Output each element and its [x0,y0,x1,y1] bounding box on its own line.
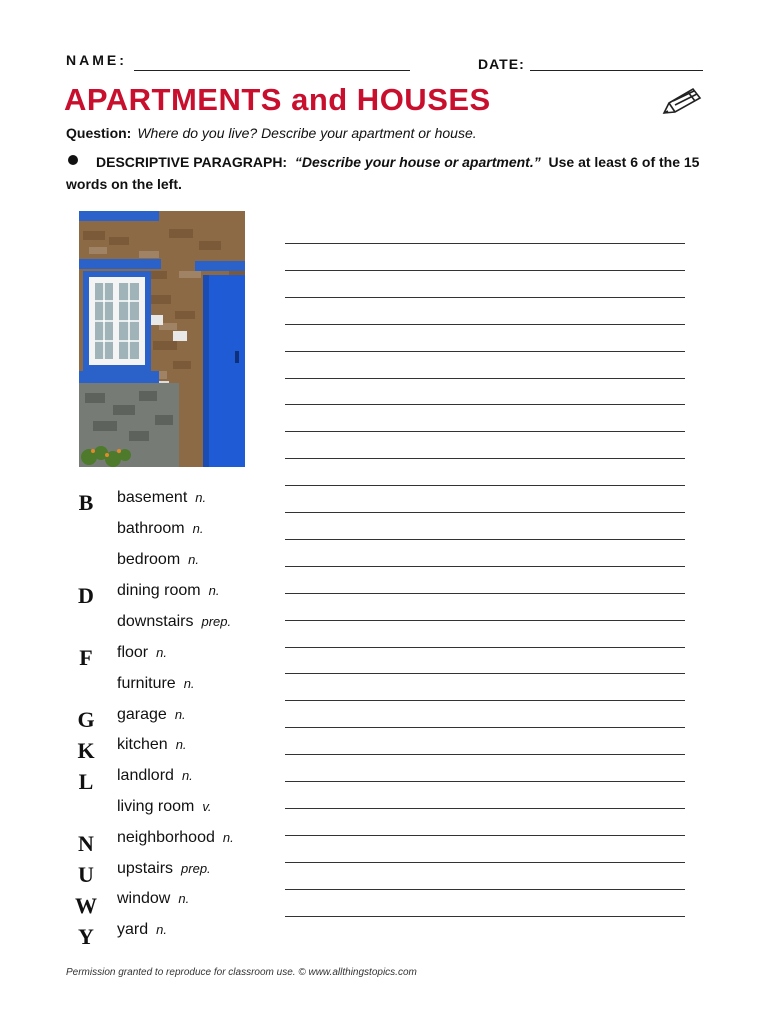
vocab-item [117,798,212,816]
writing-line[interactable] [285,835,685,836]
house-photo [79,211,245,467]
writing-line[interactable] [285,593,685,594]
vocab-pos: n. [174,707,186,722]
vocab-word: bedroom [117,551,181,568]
writing-line[interactable] [285,673,685,674]
letter-heading: W [75,893,97,918]
vocab-item [117,860,211,878]
writing-line[interactable] [285,916,685,917]
vocab-word: kitchen [117,736,168,753]
vocab-item [117,613,231,631]
writing-line[interactable] [285,404,685,405]
vocab-pos: n. [183,676,195,691]
vocab-item [117,706,186,724]
vocab-pos: v. [202,799,212,814]
vocab-pos: prep. [201,614,232,629]
writing-line[interactable] [285,862,685,863]
vocab-pos: n. [156,922,167,937]
date-label: DATE: [478,56,525,72]
vocab-item [117,890,189,908]
writing-line[interactable] [285,431,685,432]
vocab-pos: n. [195,490,207,505]
writing-line[interactable] [285,889,685,890]
vocab-pos: n. [178,891,190,906]
date-field[interactable] [530,70,703,71]
writing-line[interactable] [285,647,685,648]
vocab-word: floor [117,644,149,661]
vocab-pos: prep. [181,861,211,876]
vocab-item [117,767,193,785]
vocab-item [117,829,234,847]
vocab-item [117,736,187,754]
writing-line[interactable] [285,485,685,486]
writing-line[interactable] [285,378,685,379]
vocab-word: window [117,890,171,907]
name-label: NAME: [66,52,127,68]
question-label: Question: [66,125,132,141]
instruction [66,151,706,195]
letter-heading: L [78,769,94,794]
footer-permission: Permission granted to reproduce for classroom use. © www.allthingstopics.com [66,967,417,978]
name-field[interactable] [134,70,410,71]
vocab-pos: n. [181,768,193,783]
vocab-word: downstairs [117,613,194,630]
letter-heading: Y [78,924,94,949]
vocab-item [117,489,206,507]
vocab-pos: n. [192,521,204,536]
instruction-rest: Use at least 6 of the 15 words on the left. [66,154,700,192]
letter-heading: F [79,645,93,670]
writing-line[interactable] [285,620,685,621]
writing-line[interactable] [285,512,685,513]
vocab-word: landlord [117,767,174,784]
vocab-word: bathroom [117,520,185,537]
instruction-label: DESCRIPTIVE PARAGRAPH: [96,154,288,170]
page-title: APARTMENTS and HOUSES [64,82,491,117]
writing-line[interactable] [285,566,685,567]
vocab-pos: n. [222,830,234,845]
question [66,125,477,141]
vocab-word: upstairs [117,860,174,877]
letter-heading: D [78,583,94,608]
vocab-word: yard [117,921,149,938]
vocab-item [117,675,195,693]
vocab-item [117,551,199,569]
vocab-pos: n. [156,645,167,660]
vocab-word: living room [117,798,195,815]
vocab-item [117,644,167,662]
writing-line[interactable] [285,458,685,459]
vocab-word: basement [117,489,188,506]
vocab-item [117,520,203,538]
question-text: Where do you live? Describe your apartment or house. [137,125,477,141]
vocab-pos: n. [208,583,220,598]
vocab-word: furniture [117,675,176,692]
vocab-word: dining room [117,582,201,599]
pencil-icon [660,86,704,116]
vocab-word: garage [117,706,167,723]
writing-line[interactable] [285,351,685,352]
vocab-item [117,921,167,939]
letter-heading: B [78,490,94,515]
writing-line[interactable] [285,700,685,701]
writing-line[interactable] [285,781,685,782]
letter-heading: U [78,862,94,887]
letter-heading: K [77,738,95,763]
vocab-pos: n. [175,737,187,752]
writing-line[interactable] [285,754,685,755]
letter-heading: N [78,831,94,856]
instruction-quote: “Describe your house or apartment.” [294,154,541,170]
writing-line[interactable] [285,727,685,728]
writing-line[interactable] [285,324,685,325]
letter-heading: G [77,707,95,732]
writing-line[interactable] [285,297,685,298]
writing-line[interactable] [285,808,685,809]
vocab-word: neighborhood [117,829,215,846]
vocab-item [117,582,219,600]
writing-line[interactable] [285,243,685,244]
writing-line[interactable] [285,270,685,271]
writing-line[interactable] [285,539,685,540]
vocab-pos: n. [188,552,199,567]
